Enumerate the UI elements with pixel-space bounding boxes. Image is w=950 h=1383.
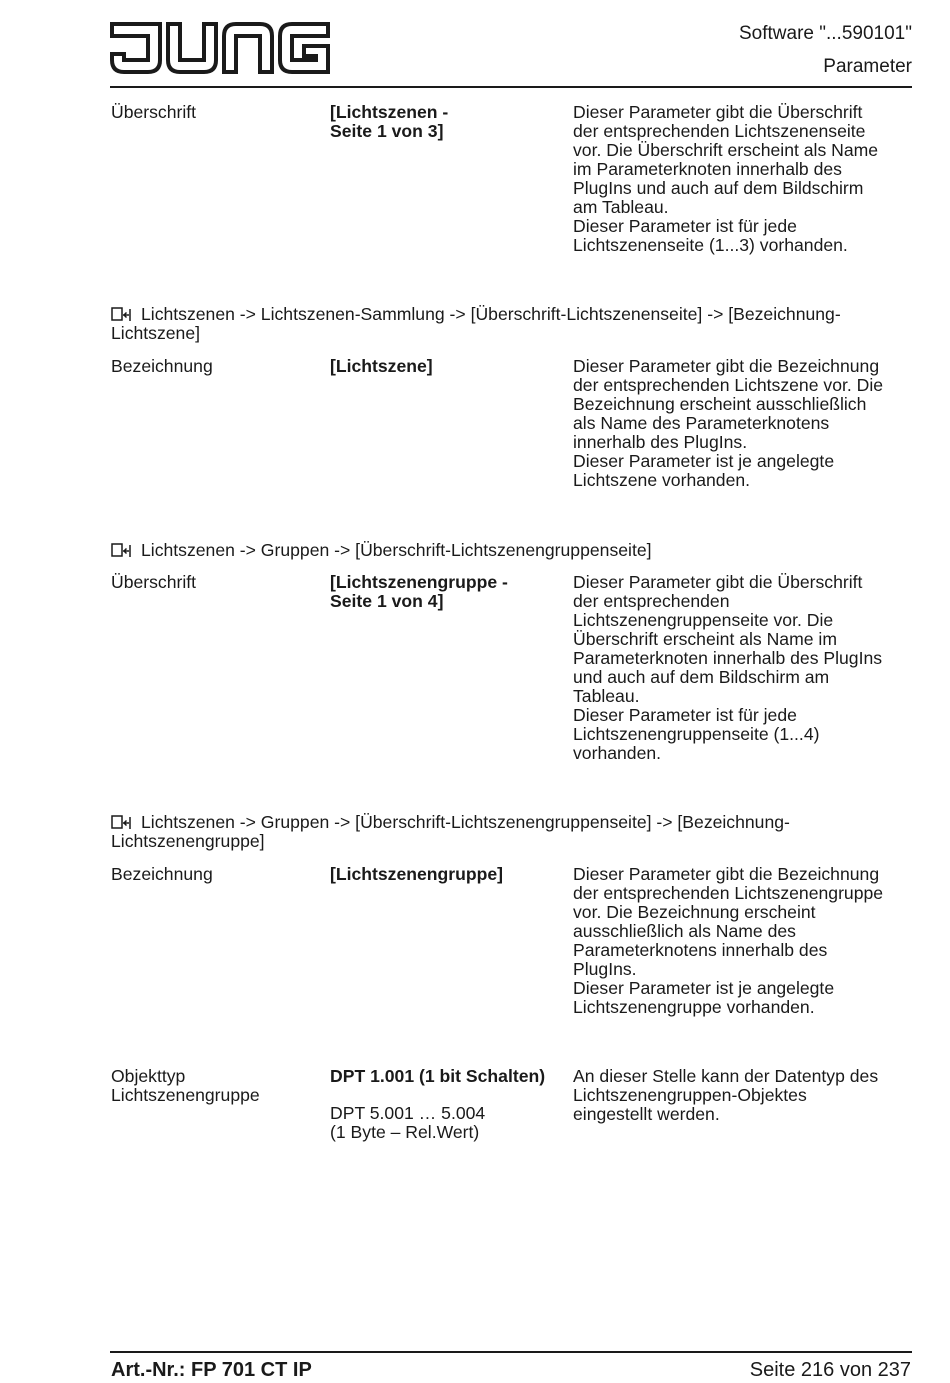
param-description: Dieser Parameter gibt die Überschrift der entsprechenden Lichtszenenseite vor. Die Überschrift erscheint als Name im Parameterknoten innerhalb des PlugIns und auch auf dem Bildschirm am Tableau. Dieser Parameter ist für jede Lichtszenenseite (1...3) vorhanden.	[573, 102, 879, 255]
param-label: Überschrift	[111, 102, 197, 122]
nav-path-2: Lichtszenen -> Gruppen -> [Überschrift-Lichtszenengruppenseite]	[111, 541, 911, 560]
param-value	[330, 1067, 570, 1142]
param-value: [Lichtszenen - Seite 1 von 3]	[330, 102, 449, 141]
param-description: Dieser Parameter gibt die Bezeichnung der entsprechenden Lichtszene vor. Die Bezeichnung erscheint ausschließlich als Name des Parameterknotens innerhalb des PlugIns. Dieser Parameter ist je angelegte Lichtszene vorhanden.	[573, 356, 884, 490]
parameter-node-icon	[111, 306, 133, 322]
footer	[111, 1357, 911, 1383]
param-value: [Lichtszene]	[330, 356, 433, 376]
param-value: [Lichtszenengruppe - Seite 1 von 4]	[330, 572, 508, 611]
param-option-value: (1 Byte – Rel.Wert)	[330, 1122, 480, 1142]
page-number: Seite 216 von 237	[749, 1359, 911, 1381]
header-software: Software "...590101"	[739, 23, 912, 44]
jung-logo	[110, 20, 332, 76]
param-description: Dieser Parameter gibt die Bezeichnung der entsprechenden Lichtszenengruppe vor. Die Bezeichnung erscheint ausschließlich als Name des Parameterknotens innerhalb des PlugIns. Dieser Parameter ist je angelegte Lichtszenengruppe vorhanden.	[573, 864, 884, 1017]
param-value: [Lichtszenengruppe]	[330, 864, 504, 884]
article-number: Art.-Nr.: FP 701 CT IP	[111, 1359, 312, 1381]
param-label: Objekttyp Lichtszenengruppe	[111, 1066, 260, 1105]
param-label: Überschrift	[111, 572, 197, 592]
param-default-value: DPT 1.001 (1 bit Schalten)	[330, 1066, 546, 1086]
param-label: Bezeichnung	[111, 864, 213, 884]
parameter-node-icon	[111, 814, 133, 830]
nav-path-1: Lichtszenen -> Lichtszenen-Sammlung -> [Überschrift-Lichtszenenseite] -> [Bezeichnung- Lichtszene]	[111, 304, 841, 343]
nav-path-3: Lichtszenen -> Gruppen -> [Überschrift-Lichtszenengruppenseite] -> [Bezeichnung- Lichtszenengruppe]	[111, 812, 790, 851]
param-description: Dieser Parameter gibt die Überschrift der entsprechenden Lichtszenengruppenseite vor. Die Überschrift erscheint als Name im Parameterknoten innerhalb des PlugIns und auch auf dem Bildschirm am Tableau. Dieser Parameter ist für jede Lichtszenengruppenseite (1...4) vorhanden.	[573, 572, 883, 763]
param-label: Bezeichnung	[111, 356, 213, 376]
footer-divider	[110, 1351, 912, 1353]
param-description: An dieser Stelle kann der Datentyp des Lichtszenengruppen-Objektes eingestellt werden.	[573, 1066, 879, 1124]
param-option-value: DPT 5.001 … 5.004	[330, 1103, 486, 1123]
header-section: Parameter	[823, 56, 912, 77]
header-divider	[110, 86, 912, 88]
parameter-node-icon	[111, 542, 133, 558]
